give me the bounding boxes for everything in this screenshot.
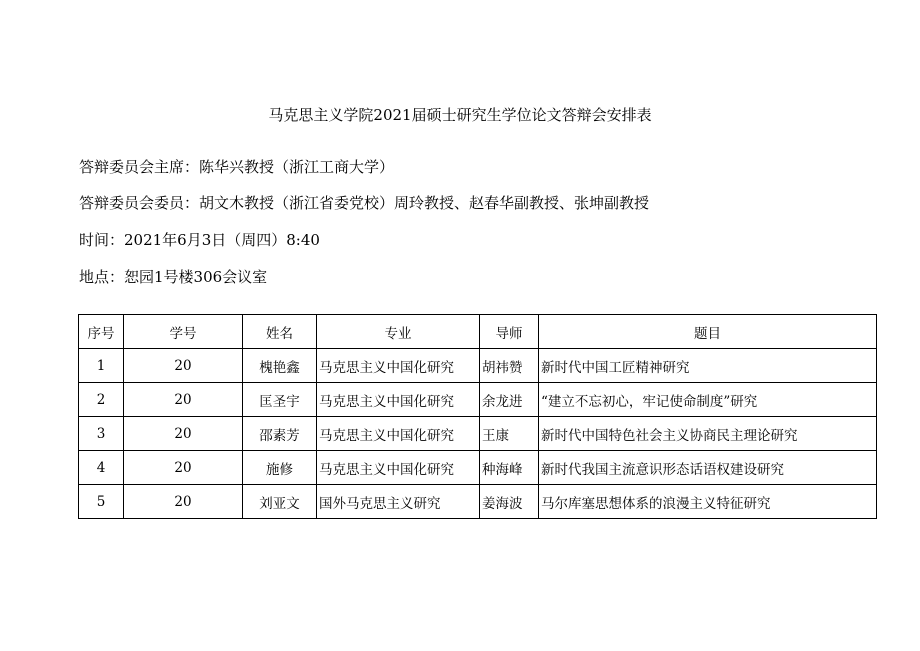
cell-advisor: 余龙进 bbox=[480, 383, 539, 417]
cell-student-id: 20 bbox=[124, 485, 243, 519]
cell-name: 施修 bbox=[243, 451, 317, 485]
committee-members: 答辩委员会委员：胡文木教授（浙江省委党校）周玲教授、赵春华副教授、张坤副教授 bbox=[79, 194, 650, 212]
cell-major: 马克思主义中国化研究 bbox=[317, 451, 480, 485]
table-row bbox=[79, 451, 877, 485]
cell-major: 马克思主义中国化研究 bbox=[317, 383, 480, 417]
cell-topic: 新时代中国特色社会主义协商民主理论研究 bbox=[539, 417, 877, 451]
committee-chair: 答辩委员会主席：陈华兴教授（浙江工商大学） bbox=[79, 158, 395, 176]
cell-name: 刘亚文 bbox=[243, 485, 317, 519]
cell-topic: “建立不忘初心，牢记使命制度”研究 bbox=[539, 383, 877, 417]
header-topic: 题目 bbox=[539, 315, 877, 349]
cell-advisor: 王康 bbox=[480, 417, 539, 451]
cell-student-id: 20 bbox=[124, 349, 243, 383]
cell-advisor: 姜海波 bbox=[480, 485, 539, 519]
defense-time: 时间：2021年6月3日（周四）8:40 bbox=[79, 231, 320, 249]
table-header-row bbox=[79, 315, 877, 349]
table-row bbox=[79, 417, 877, 451]
cell-index: 5 bbox=[79, 485, 124, 519]
cell-index: 1 bbox=[79, 349, 124, 383]
header-student-id: 学号 bbox=[124, 315, 243, 349]
cell-topic: 新时代我国主流意识形态话语权建设研究 bbox=[539, 451, 877, 485]
schedule-table bbox=[78, 314, 877, 519]
header-major: 专业 bbox=[317, 315, 480, 349]
cell-name: 匡圣宇 bbox=[243, 383, 317, 417]
document-title: 马克思主义学院2021届硕士研究生学位论文答辩会安排表 bbox=[268, 106, 652, 124]
table-row bbox=[79, 485, 877, 519]
cell-advisor: 胡祎赞 bbox=[480, 349, 539, 383]
cell-name: 邵素芳 bbox=[243, 417, 317, 451]
header-name: 姓名 bbox=[243, 315, 317, 349]
cell-advisor: 种海峰 bbox=[480, 451, 539, 485]
table-row bbox=[79, 349, 877, 383]
header-advisor: 导师 bbox=[480, 315, 539, 349]
cell-name: 槐艳鑫 bbox=[243, 349, 317, 383]
cell-topic: 马尔库塞思想体系的浪漫主义特征研究 bbox=[539, 485, 877, 519]
cell-index: 4 bbox=[79, 451, 124, 485]
defense-location: 地点：恕园1号楼306会议室 bbox=[79, 268, 268, 286]
cell-index: 3 bbox=[79, 417, 124, 451]
cell-topic: 新时代中国工匠精神研究 bbox=[539, 349, 877, 383]
cell-student-id: 20 bbox=[124, 417, 243, 451]
table-row bbox=[79, 383, 877, 417]
cell-major: 马克思主义中国化研究 bbox=[317, 349, 480, 383]
cell-major: 国外马克思主义研究 bbox=[317, 485, 480, 519]
header-index: 序号 bbox=[79, 315, 124, 349]
cell-student-id: 20 bbox=[124, 451, 243, 485]
cell-major: 马克思主义中国化研究 bbox=[317, 417, 480, 451]
cell-student-id: 20 bbox=[124, 383, 243, 417]
cell-index: 2 bbox=[79, 383, 124, 417]
